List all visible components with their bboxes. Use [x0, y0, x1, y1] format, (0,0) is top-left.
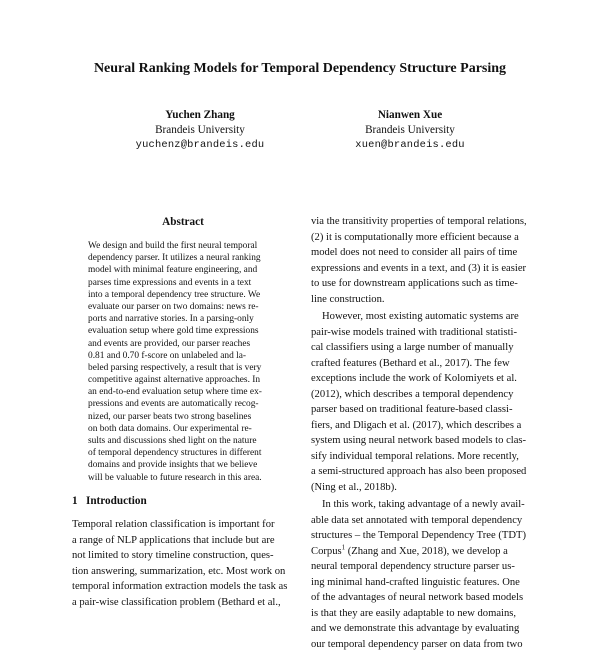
body-line: model does not need to consider all pairs of time: [311, 245, 543, 261]
body-line: cal classifiers using a large number of manually: [311, 340, 543, 356]
abstract-line: and events are provided, our parser reaches: [88, 338, 278, 350]
abstract-line: 0.81 and 0.70 f-score on unlabeled and la-: [88, 350, 278, 362]
body-line: neural temporal dependency structure parser us-: [311, 559, 543, 575]
body-line: exceptions include the work of Kolomiyets et al.: [311, 371, 543, 387]
abstract-heading: Abstract: [88, 215, 278, 229]
abstract-line: We design and build the first neural temporal: [88, 240, 278, 252]
body-line: structures – the Temporal Dependency Tree (TDT): [311, 528, 543, 544]
body-line: and we demonstrate this advantage by evaluating: [311, 621, 543, 637]
body-line: of the advantages of neural network based models: [311, 590, 543, 606]
abstract-line: sults and discussions shed light on the nature: [88, 435, 278, 447]
abstract-line: competitive against alternative approaches. In: [88, 374, 278, 386]
abstract-line: dependency parser. It utilizes a neural ranking: [88, 252, 278, 264]
body-line: line construction.: [311, 292, 543, 308]
intro-line: a range of NLP applications that include but are: [72, 533, 302, 549]
body-line: fiers, and Dligach et al. (2017), which describes a: [311, 418, 543, 434]
body-line: (Ning et al., 2018b).: [311, 480, 543, 496]
abstract-line: nized, our parser beats two strong baselines: [88, 411, 278, 423]
section-number: 1: [72, 495, 78, 507]
body-line: our temporal dependency parser on data from two: [311, 637, 543, 652]
body-line: (2012), which describes a temporal dependency: [311, 387, 543, 403]
citation-text: (Zhang and Xue, 2018), we develop a: [345, 546, 508, 557]
author-affiliation: Brandeis University: [90, 123, 310, 138]
body-line: pair-wise models trained with traditional statisti-: [311, 325, 543, 341]
body-line: However, most existing automatic systems are: [311, 309, 543, 325]
abstract-line: evaluation setup where gold time expressions: [88, 325, 278, 337]
author-email: xuen@brandeis.edu: [300, 138, 520, 153]
intro-line: tion answering, summarization, etc. Most work on: [72, 564, 302, 580]
abstract-line: will be valuable to future research in this area.: [88, 472, 278, 484]
body-line: parser based on traditional feature-based classi-: [311, 402, 543, 418]
author-block-1: [90, 108, 310, 153]
author-name: Nianwen Xue: [300, 108, 520, 123]
author-name: Yuchen Zhang: [90, 108, 310, 123]
intro-line: temporal information extraction models the task as: [72, 579, 302, 595]
body-line: In this work, taking advantage of a newly avail-: [311, 497, 543, 513]
author-affiliation: Brandeis University: [300, 123, 520, 138]
body-line: a semi-structured approach has also been proposed: [311, 464, 543, 480]
body-line: to use for downstream applications such as time-: [311, 276, 543, 292]
abstract-line: evaluate our parser on two domains: news re-: [88, 301, 278, 313]
abstract-line: into a temporal dependency tree structure. We: [88, 289, 278, 301]
corpus-word: Corpus: [311, 546, 342, 557]
paper-title: Neural Ranking Models for Temporal Dependency Structure Parsing: [0, 60, 600, 78]
abstract-body: [88, 240, 278, 484]
body-line: able data set annotated with temporal dependency: [311, 513, 543, 529]
abstract-line: on both data domains. Our experimental re-: [88, 423, 278, 435]
abstract-line: domains and provide insights that we believe: [88, 459, 278, 471]
abstract-line: beled parsing respectively, a result that is very: [88, 362, 278, 374]
body-line: ing minimal hand-crafted linguistic features. One: [311, 575, 543, 591]
abstract-line: parses time expressions and events in a text: [88, 277, 278, 289]
body-line: crafted features (Bethard et al., 2017). The few: [311, 356, 543, 372]
intro-line: Temporal relation classification is important for: [72, 517, 302, 533]
intro-line: not limited to story timeline construction, ques-: [72, 548, 302, 564]
section-title-text: Introduction: [86, 495, 147, 507]
intro-line: a pair-wise classification problem (Bethard et al.,: [72, 595, 302, 611]
body-line: system using neural network based models to clas-: [311, 433, 543, 449]
section-heading-introduction: [72, 494, 302, 508]
body-line: (2) it is computationally more efficient because a: [311, 230, 543, 246]
body-line-with-footnote: [311, 544, 543, 560]
abstract-line: pressions and events are automatically recog-: [88, 398, 278, 410]
right-column-body: [311, 214, 543, 652]
abstract-line: of temporal dependency structures in different: [88, 447, 278, 459]
introduction-body: [72, 517, 302, 610]
footnote-marker[interactable]: 1: [342, 544, 346, 551]
body-line: sify individual temporal relations. More recently,: [311, 449, 543, 465]
abstract-line: ports and narrative stories. In a parsing-only: [88, 313, 278, 325]
author-block-2: [300, 108, 520, 153]
body-line: expressions and events in a text, and (3) it is easier: [311, 261, 543, 277]
author-email: yuchenz@brandeis.edu: [90, 138, 310, 153]
abstract-line: an end-to-end evaluation setup where time ex-: [88, 386, 278, 398]
body-line: via the transitivity properties of temporal relations,: [311, 214, 543, 230]
abstract-line: model with minimal feature engineering, and: [88, 264, 278, 276]
body-line: is that they are easily adaptable to new domains,: [311, 606, 543, 622]
